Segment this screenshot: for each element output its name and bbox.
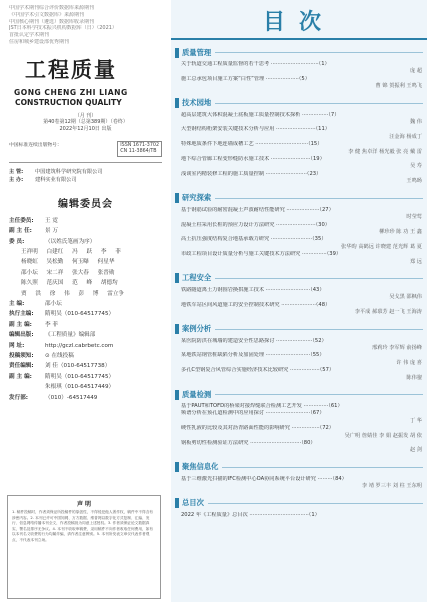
toc-entry bbox=[171, 440, 427, 455]
entry-authors: 李平成 郝慕芳 赵一飞 王海涛 bbox=[354, 309, 422, 316]
toc-section bbox=[175, 323, 423, 336]
toc-entry bbox=[171, 512, 427, 519]
board-row bbox=[9, 216, 162, 226]
board-value: 景 万 bbox=[45, 228, 58, 235]
member-row: 杨晓虹 吴松勤 何玉曝 何星华 bbox=[21, 259, 115, 266]
staff-label: 责任编辑: bbox=[9, 363, 34, 370]
section-marker bbox=[175, 273, 179, 283]
toc-section bbox=[175, 461, 423, 474]
sponsors-label: 主 管: bbox=[9, 168, 24, 175]
entry-authors: 吴广明 詹婧佳 李 娟 赵振发 胡 依 bbox=[344, 432, 422, 439]
toc-header bbox=[171, 0, 427, 40]
staff-row bbox=[9, 309, 162, 319]
section-rule bbox=[215, 52, 423, 53]
section-rule bbox=[222, 467, 423, 468]
staff-list bbox=[9, 299, 162, 403]
toc-entry bbox=[171, 126, 427, 141]
staff-row bbox=[9, 382, 162, 392]
toc-section bbox=[175, 46, 423, 59]
declaration-text: 1. 稿件投稿时，作者须保证所投稿件的原创性，不得侵犯他人著作权，稿件中不得含有涉密内容。2. 本刊已许可中国知网、万方数据、维普网以数字化方式复制、汇编、发行、信息网络传播本刊全文，作者投稿视为同意上述授权。3. 作者须保证论文数据真实，署名及排序无争议。4. 本刊不收取审稿费，录用稿件不向作者收取任何费用，如有以本刊名义收费的行为均属诈骗，请作者注意辨别。5. 本刊所发表文章仅代表作者观点，不代表本刊立场。 bbox=[12, 510, 154, 542]
entry-title: 地下综合管廊工程变形缝防水施工技术 ························（19） bbox=[181, 156, 325, 163]
entry-title: 超高层建筑大体积混凝土底板施工质量控制技术探析 ················（7） bbox=[181, 111, 340, 118]
board-row bbox=[9, 226, 162, 236]
indexing-item: JST日本科学技术振兴机构数据库（日）（2021） bbox=[9, 25, 117, 32]
staff-value: 《工程质量》编辑部 bbox=[45, 332, 96, 339]
section-rule bbox=[215, 278, 423, 279]
indexing-item: 首批认定学术期刊 bbox=[9, 32, 50, 39]
toc-section bbox=[175, 192, 423, 205]
staff-value: ⊙ 在线投稿 bbox=[45, 353, 74, 360]
section-marker bbox=[175, 48, 179, 58]
journal-english-name: CONSTRUCTION QUALITY bbox=[15, 97, 122, 107]
entry-authors: 汪金海 杨成丁 bbox=[389, 133, 422, 140]
staff-label: 副 主 编: bbox=[9, 321, 32, 328]
toc-entry bbox=[171, 410, 427, 425]
entry-title: 硬性乳液的比较及其对沥青路面性能的影响研究 ·················（72） bbox=[181, 425, 334, 432]
staff-label: 投稿须知: bbox=[9, 353, 34, 360]
staff-value: http://gczl.cabrbetc.com bbox=[45, 342, 114, 349]
indexing-item: 中国学术期刊综合评价数据库来源期刊 bbox=[9, 5, 95, 11]
toc-entry bbox=[171, 156, 427, 171]
sponsors-value: 中国建筑科学研究院有限公司 bbox=[35, 168, 103, 175]
declaration-box bbox=[7, 495, 161, 599]
sponsors-row bbox=[9, 168, 162, 176]
sponsors bbox=[9, 168, 162, 184]
masthead-column bbox=[0, 0, 166, 602]
indexing-item: 中国核心期刊（遴选）数据库收录期刊 bbox=[9, 18, 95, 25]
toc-entry bbox=[171, 352, 427, 367]
entry-title: 2022 年《工程质量》总目次 ····································（1） bbox=[181, 511, 320, 518]
entry-title: 高土抗压强度结构复合地基承载力研究 ·························（35） bbox=[181, 236, 327, 243]
board-list bbox=[9, 216, 162, 247]
frequency: （月 刊） bbox=[74, 112, 97, 119]
entry-title: 特殊地质条件下地连墙成槽工艺 ································（15） bbox=[181, 141, 323, 148]
section-name: 案例分析 bbox=[182, 324, 212, 334]
entry-authors: 李 靖 罗三丰 刘 柱 王东明 bbox=[361, 483, 422, 490]
board-value: 王 霓 bbox=[45, 217, 58, 224]
toc-entry bbox=[171, 61, 427, 76]
entry-authors: 赵 剑 bbox=[409, 447, 422, 454]
toc-entry bbox=[171, 76, 427, 91]
entry-authors: 丁 华 bbox=[409, 417, 422, 424]
staff-row bbox=[9, 361, 162, 371]
staff-label: 发行部: bbox=[9, 394, 29, 401]
staff-row bbox=[9, 320, 162, 330]
serial-codes bbox=[9, 141, 162, 157]
toc-section bbox=[175, 97, 423, 110]
publish-date: 2022年12月10日 出版 bbox=[59, 125, 112, 132]
section-name: 聚焦信息化 bbox=[182, 462, 219, 472]
section-name: 质量管理 bbox=[182, 47, 212, 57]
staff-label: 执行主编: bbox=[9, 311, 34, 318]
member-row: 邵小坛 宋二祥 张大春 张晋勋 bbox=[21, 269, 115, 276]
toc-entry bbox=[171, 222, 427, 237]
indexing-list bbox=[9, 5, 162, 46]
toc-entry bbox=[171, 112, 427, 127]
entry-authors: 吴 寿 bbox=[409, 163, 422, 170]
sponsors-row bbox=[9, 176, 162, 184]
board-value: （以姓氏笔画为序） bbox=[45, 238, 96, 245]
entry-title: 大型钢结构桁架安装关键技术分析与应用 ························（11） bbox=[181, 126, 330, 133]
section-rule bbox=[208, 503, 423, 504]
staff-value: 刘 佳（010-64517738） bbox=[45, 363, 111, 370]
entry-authors: 陈伟鋆 bbox=[406, 374, 422, 381]
journal-logo: 工程质量 bbox=[25, 56, 117, 82]
entry-authors: 邢莉玲 李军辉 俞扬峰 bbox=[372, 344, 422, 351]
toc-entry bbox=[171, 338, 427, 353]
section-marker bbox=[175, 324, 179, 334]
toc-entry bbox=[171, 171, 427, 186]
entry-title: 某医院防洪在城墙的建造安全性思路探讨 ······················（52） bbox=[181, 337, 327, 344]
toc-panel bbox=[171, 0, 427, 602]
staff-label: 主 编: bbox=[9, 301, 25, 308]
staff-label: 网 址: bbox=[9, 342, 25, 349]
section-name: 总目次 bbox=[182, 498, 204, 508]
board-title: 编辑委员会 bbox=[58, 198, 113, 210]
toc-entry bbox=[171, 403, 427, 410]
entry-title: 多孔C型钢复合风管综合实施经济技术比较研究 ··················（57） bbox=[181, 367, 335, 374]
staff-row bbox=[9, 341, 162, 351]
entry-title: 基于PAUT和TOFD的桥梁对接焊缝联合检测工艺开发 ···············（61） bbox=[181, 403, 343, 409]
divider bbox=[9, 162, 162, 163]
entry-authors: 李 健 焦卓洋 杨光毅 张 亮 戴 雷 bbox=[348, 148, 422, 155]
entry-authors: 曹 锦 贺振利 王鸣飞 bbox=[375, 83, 422, 90]
declaration-title: 声 明 bbox=[76, 501, 92, 508]
entry-authors: 吴戈黑 邵枫伟 bbox=[389, 294, 422, 301]
toc-entry bbox=[171, 425, 427, 440]
sponsors-label: 主 办: bbox=[9, 176, 24, 183]
issn: ISSN 1671-3702 bbox=[120, 142, 159, 148]
section-rule bbox=[215, 329, 423, 330]
cn-number: CN 11-3864/TB bbox=[120, 148, 157, 154]
toc-entry bbox=[171, 207, 427, 222]
member-row: 贾 洪 徐 伟 彭 博 雷立争 bbox=[21, 290, 125, 297]
board-row bbox=[9, 237, 162, 247]
toc-entry bbox=[171, 236, 427, 251]
entry-title: 钢板剪切性检测验证方法研究 ·······························（80） bbox=[181, 440, 316, 447]
entry-title: 基于钢筋试验的耐密混凝土声波耐结性能研究 ····················（27） bbox=[181, 206, 334, 213]
toc-entry bbox=[171, 302, 427, 317]
issue-info: 第40卷第12期（总第389期）（卷终） bbox=[43, 118, 128, 125]
staff-value: （010）-64517449 bbox=[45, 394, 98, 401]
toc-section bbox=[175, 272, 423, 285]
staff-value: 李 菲 bbox=[45, 321, 58, 328]
section-rule bbox=[215, 103, 423, 104]
entry-authors: 时莹莺 bbox=[406, 214, 422, 221]
entry-authors: 庞 超 bbox=[409, 68, 422, 75]
section-rule bbox=[215, 198, 423, 199]
staff-value: 邵小坛 bbox=[45, 301, 62, 308]
toc-list bbox=[171, 46, 427, 519]
code-box bbox=[117, 141, 162, 157]
toc-section bbox=[175, 497, 423, 510]
entry-authors: 魏 伟 bbox=[409, 119, 422, 126]
entry-title: 铁路隧道离土力钢围岩换拱施工技术 ···························（43） bbox=[181, 286, 325, 293]
entry-title: 某地铁站钢管桩缺陷分析及加固处理 ···························（55） bbox=[181, 352, 325, 359]
indexing-item: 住房和城乡建设部优秀期刊 bbox=[9, 38, 70, 45]
board-label: 主任委员: bbox=[9, 217, 34, 224]
entry-title: 地铁车站区间风道施工的安全控制技术研究 ·····················（48） bbox=[181, 301, 331, 308]
board-label: 委 员: bbox=[9, 238, 25, 245]
entry-title: 施工总承包项目施工方案“白性”管理 ····················（5） bbox=[181, 75, 310, 82]
std-label: 中国标准连续出版物号： bbox=[9, 142, 62, 148]
toc-entry bbox=[171, 287, 427, 302]
journal-pinyin: GONG CHENG ZHI LIANG bbox=[14, 87, 128, 97]
indexing-item: 《中国学术引文数据库》来源期刊 bbox=[9, 11, 85, 18]
section-marker bbox=[175, 390, 179, 400]
section-rule bbox=[215, 394, 423, 395]
toc-title: 目次 bbox=[262, 9, 335, 35]
staff-row bbox=[9, 351, 162, 361]
staff-row bbox=[9, 330, 162, 340]
member-row: 陈久照 范庆国 范 峰 胡德均 bbox=[21, 280, 118, 287]
staff-value: 隋明吴（010-64517745） bbox=[45, 311, 115, 318]
section-name: 技术园地 bbox=[182, 98, 212, 108]
staff-value: 隋明吴（010-64517745） bbox=[45, 373, 115, 380]
section-name: 研究探索 bbox=[182, 193, 212, 203]
board-label: 副 主 任: bbox=[9, 228, 32, 235]
section-marker bbox=[175, 193, 179, 203]
toc-entry bbox=[171, 367, 427, 382]
section-marker bbox=[175, 498, 179, 508]
toc-section bbox=[175, 388, 423, 401]
toc-entry bbox=[171, 251, 427, 266]
staff-label: 编辑出版: bbox=[9, 332, 34, 339]
entry-title: 浅谈室内精装修工程的施工质量控制 ·························（23） bbox=[181, 170, 322, 177]
staff-row bbox=[9, 299, 162, 309]
board-members bbox=[9, 247, 162, 299]
entry-authors: 张华昀 高鹤远 许晓建 范光辉 葛 夏 bbox=[341, 243, 422, 250]
staff-row bbox=[9, 393, 162, 403]
entry-authors: 许 伟 庞 喜 bbox=[396, 359, 422, 366]
entry-title: 混凝土柱采用长桩的预应力设计方法研究 ························（30） bbox=[181, 221, 330, 228]
member-row: 王祥明 白建红 冯 跃 李 菲 bbox=[21, 249, 121, 255]
entry-title: 频谱分析在预孔道检测中的应用探讨 ···························（67） bbox=[181, 410, 325, 417]
section-name: 质量检测 bbox=[182, 389, 212, 399]
section-marker bbox=[175, 98, 179, 108]
entry-authors: 柳珍珍 陈 功 王 鑫 bbox=[379, 228, 422, 235]
entry-authors: 王鸣旸 bbox=[406, 178, 422, 185]
entry-authors: 郑 远 bbox=[409, 258, 422, 265]
staff-label: 副 主 编: bbox=[9, 373, 32, 380]
entry-title: 基于三维激光扫描的IFC检测中心OA协同系统平台设计研究 ·········（84） bbox=[181, 475, 347, 482]
entry-title: 关于轨道交通工程质量监督的若干思考 ·····························（1） bbox=[181, 61, 330, 67]
staff-value: 朱根琪（010-64517449） bbox=[45, 384, 115, 391]
sponsors-value: 建科实业有限公司 bbox=[35, 176, 77, 183]
toc-entry bbox=[171, 476, 427, 491]
toc-entry bbox=[171, 141, 427, 156]
entry-title: 市政工程项目设计质量分析与施工关键技术方法研究 ···············（39） bbox=[181, 251, 342, 258]
section-marker bbox=[175, 462, 179, 472]
section-name: 工程安全 bbox=[182, 273, 212, 283]
staff-row bbox=[9, 372, 162, 382]
